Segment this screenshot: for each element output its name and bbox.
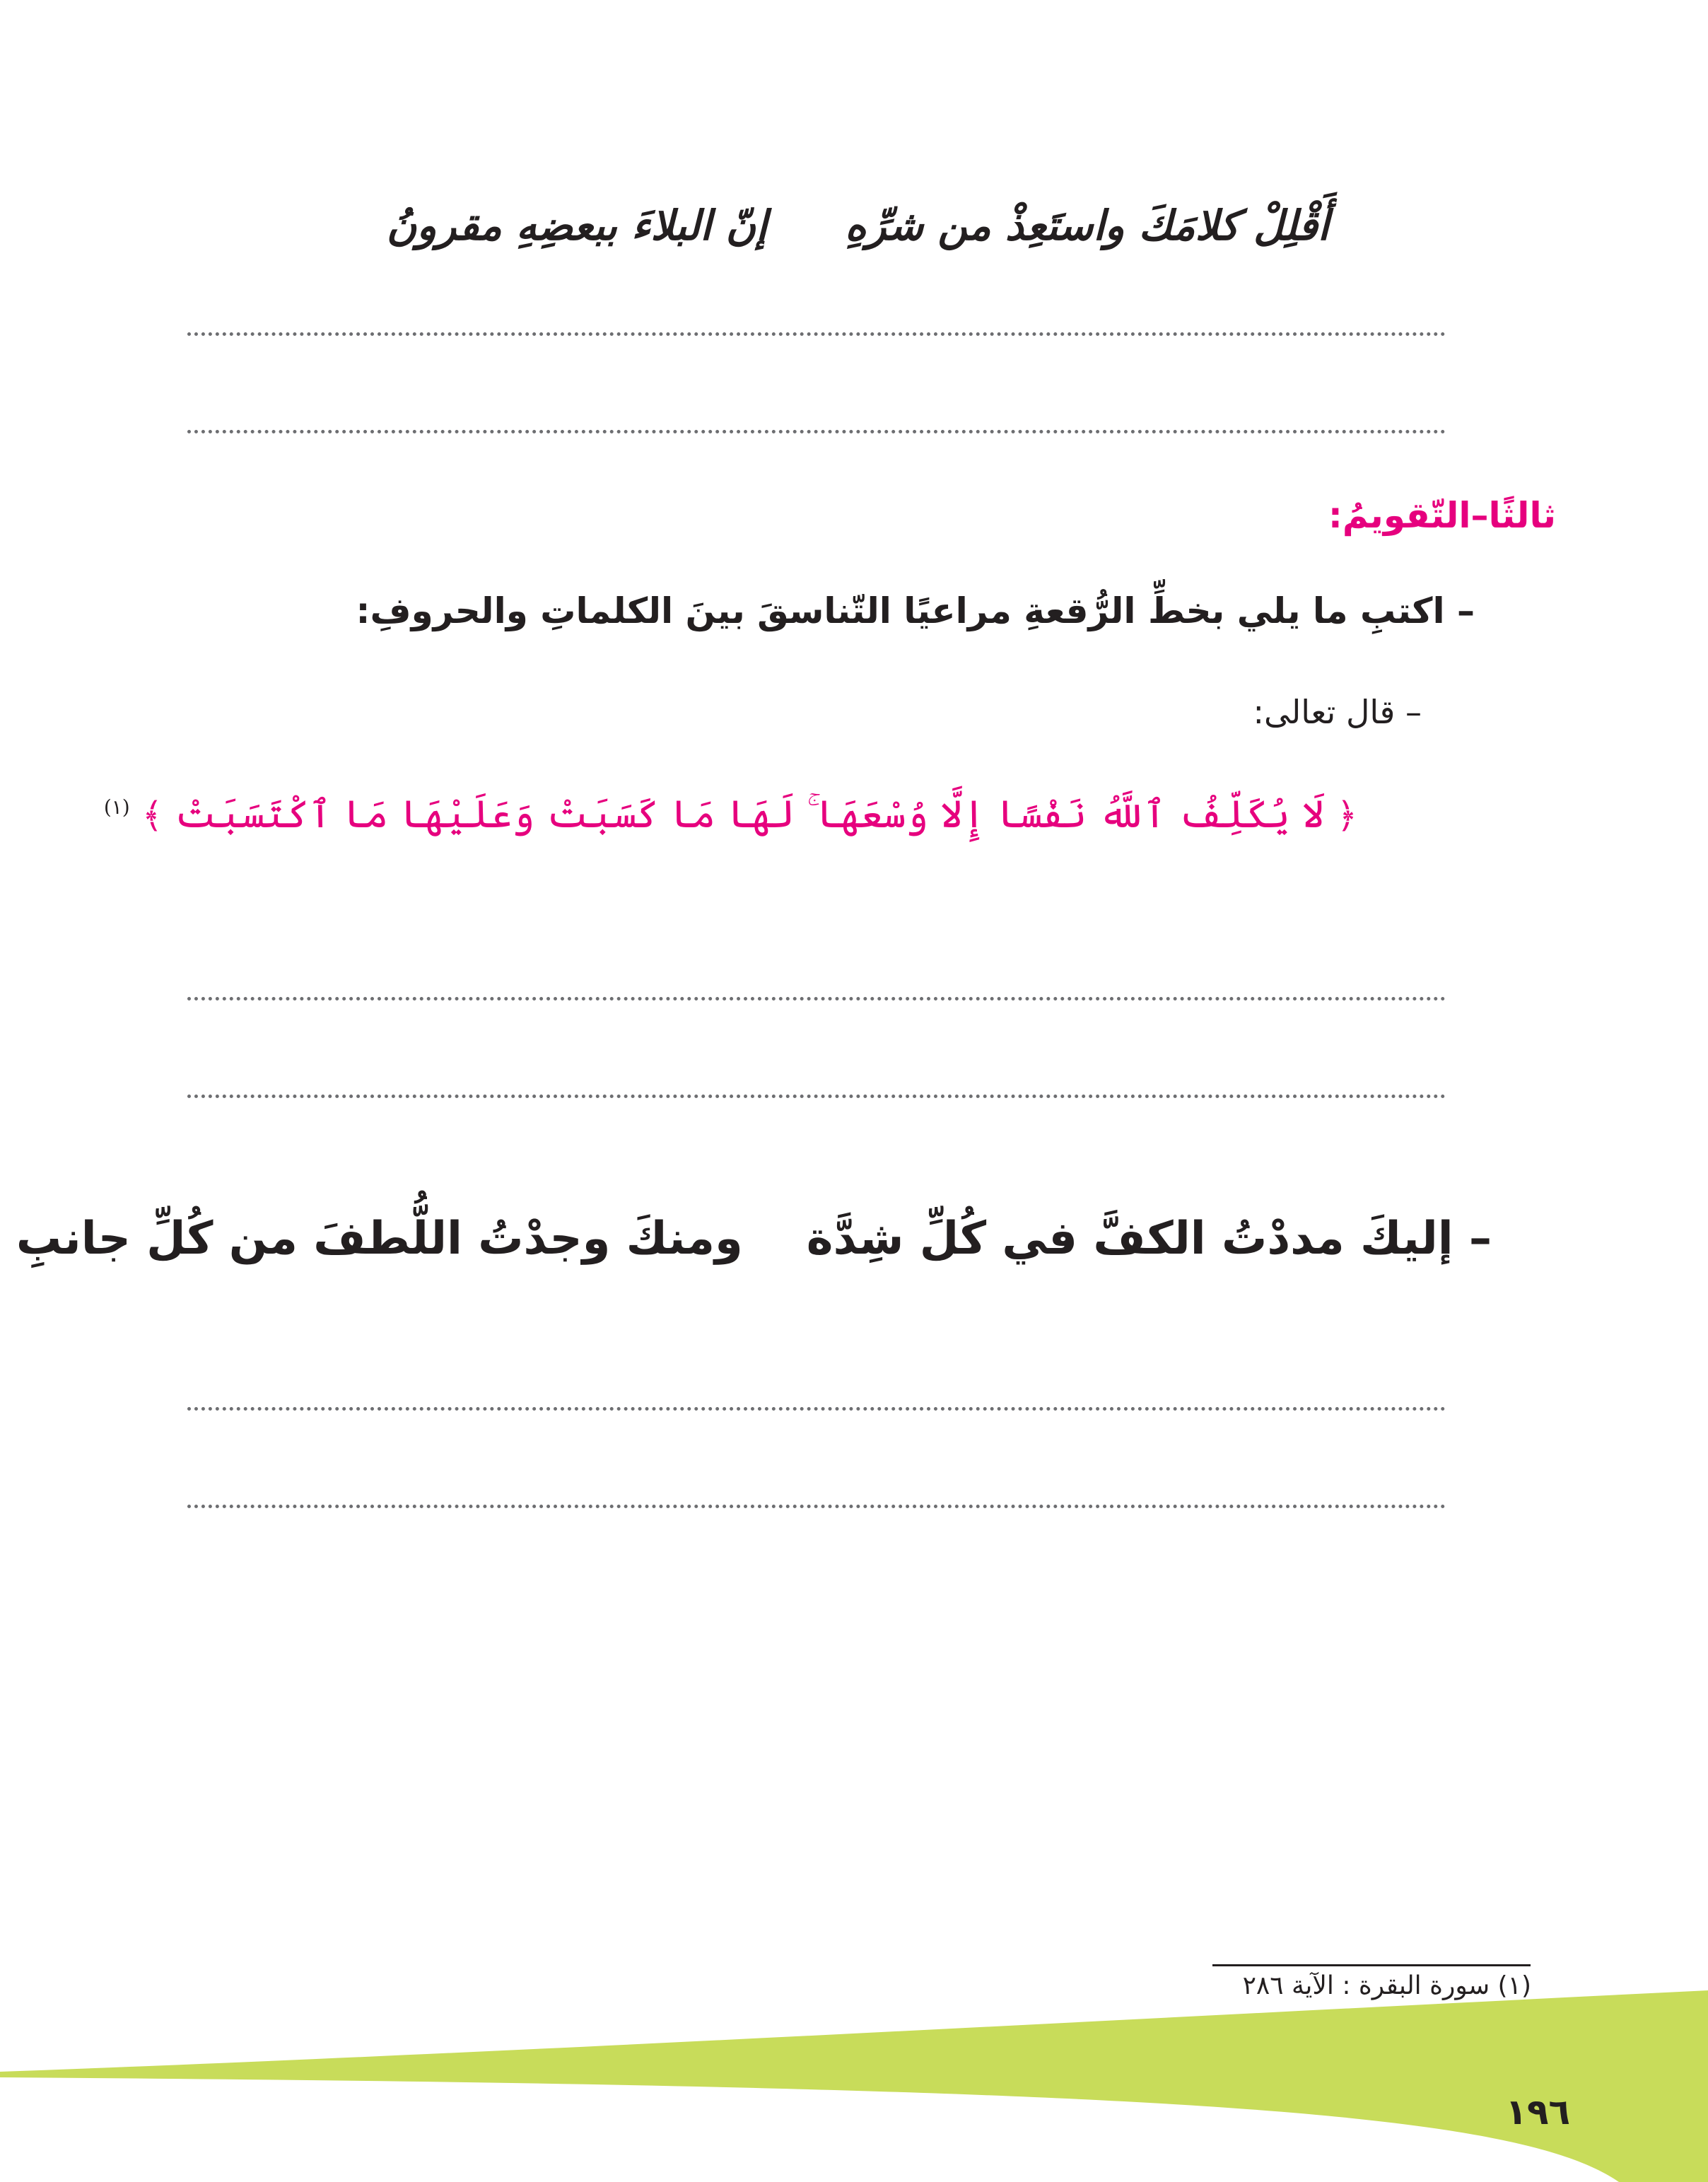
writing-line-3 xyxy=(187,997,1446,1000)
quran-verse xyxy=(103,792,1357,837)
poem-hemistich-left: إنّ البلاءَ ببعضِهِ مقرونُ xyxy=(386,202,768,250)
page-number: ١٩٦ xyxy=(1505,2091,1570,2133)
footnote-ref: (١) xyxy=(103,795,130,819)
footnote: (١) سورة البقرة : الآية ٢٨٦ xyxy=(1242,1971,1531,2000)
footnote-divider xyxy=(1212,1964,1531,1966)
writing-line-1 xyxy=(187,332,1446,336)
quran-text: لَا يُكَلِّفُ ٱللَّهُ نَفْسًا إِلَّا وُسْعَهَا ۚ لَهَا مَا كَسَبَتْ وَعَلَيْهَا مَا ٱكْتَسَبَتْ xyxy=(175,792,1325,836)
poem-hemistich-right: أَقْلِلْ كلامَكَ واستَعِذْ من شرِّهِ xyxy=(845,202,1329,250)
quran-close-bracket: ﴾ xyxy=(141,795,163,836)
second-exercise-verse xyxy=(16,1213,1492,1265)
quran-open-bracket: ﴿ xyxy=(1336,795,1357,836)
qala-label: – قال تعالى: xyxy=(1253,693,1422,731)
writing-line-6 xyxy=(187,1505,1446,1508)
writing-line-4 xyxy=(187,1095,1446,1098)
second-exercise-right: – إليكَ مددْتُ الكفَّ في كُلِّ شِدَّة xyxy=(806,1213,1492,1265)
writing-line-5 xyxy=(187,1407,1446,1411)
second-exercise-left: ومنكَ وجدْتُ اللُّطفَ من كُلِّ جانبِ xyxy=(16,1213,743,1265)
poem-verse xyxy=(386,202,1329,250)
writing-line-2 xyxy=(187,430,1446,433)
section-heading: ثالثًا–التّقويمُ: xyxy=(1328,495,1556,536)
instruction-text: – اكتبِ ما يلي بخطِّ الرُّقعةِ مراعيًا التّناسقَ بينَ الكلماتِ والحروفِ: xyxy=(356,590,1475,631)
